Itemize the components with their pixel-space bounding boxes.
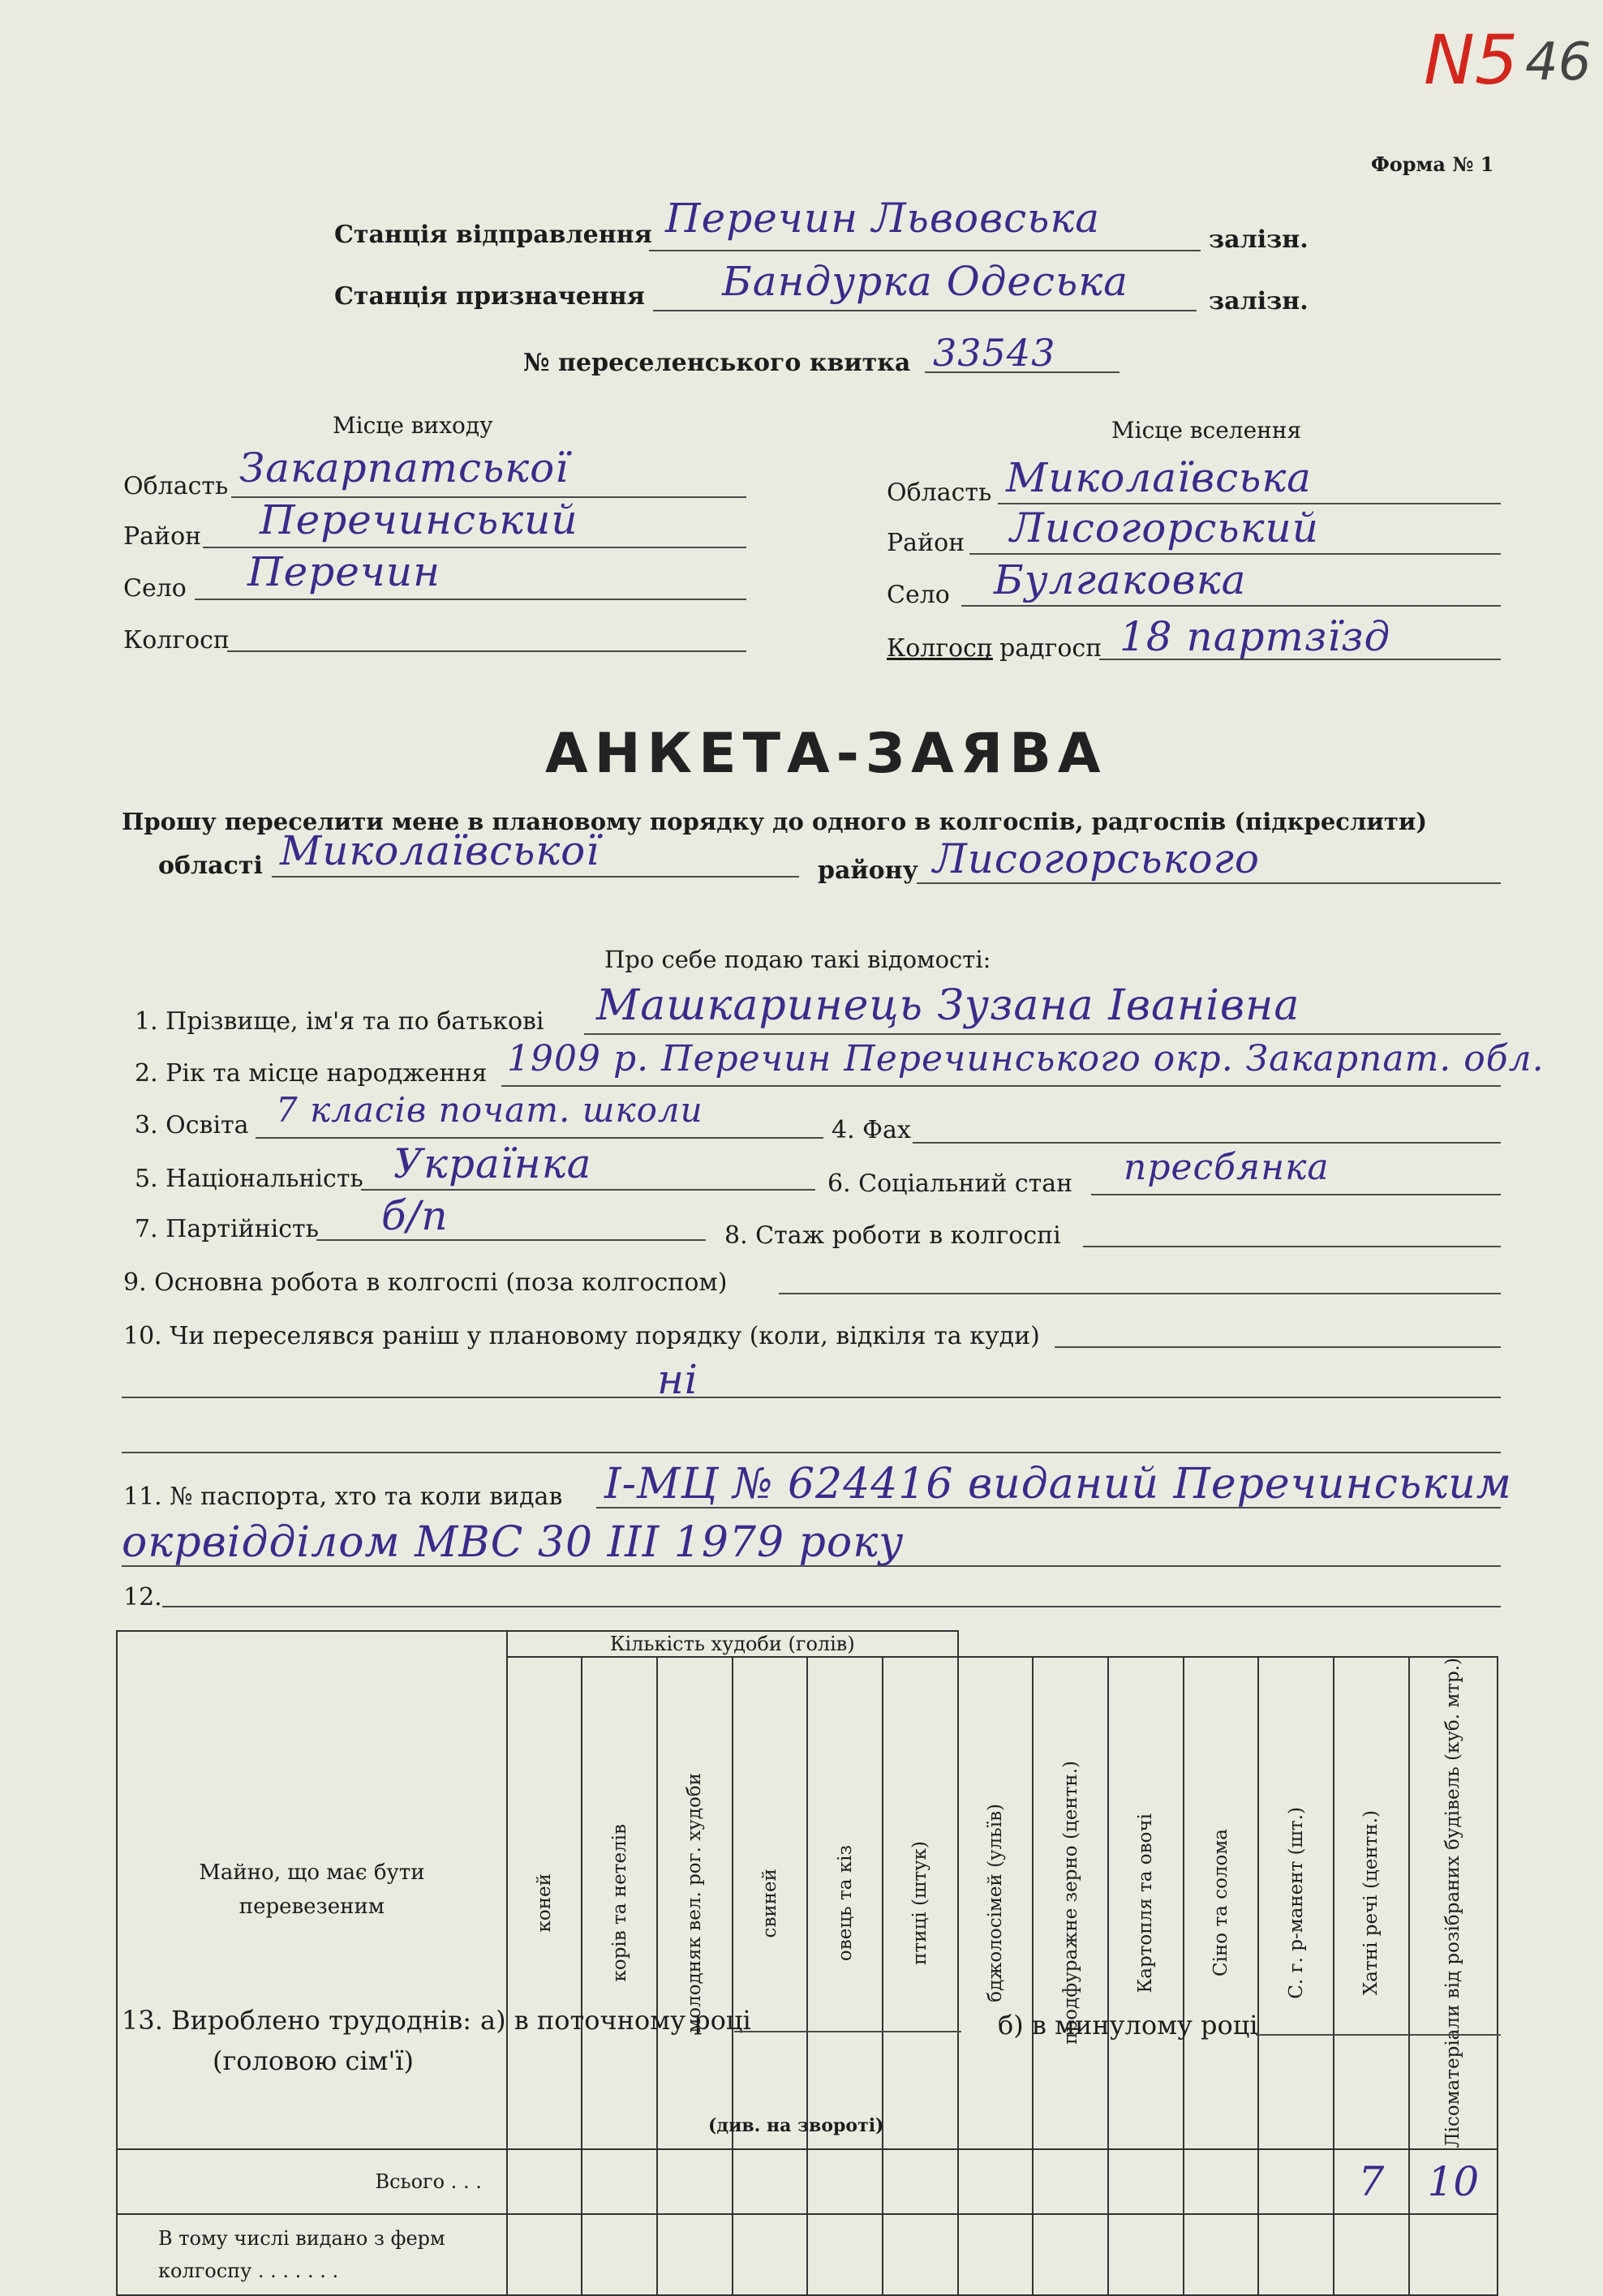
field-6-label: 6. Соціальний стан xyxy=(827,1169,1073,1198)
table-cell xyxy=(733,2149,808,2214)
field-7-line xyxy=(316,1239,706,1241)
table-row-farm xyxy=(117,2214,1498,2295)
field-12-line xyxy=(162,1606,1501,1607)
field-6-value: пресбянка xyxy=(1124,1147,1330,1188)
footer-note: (див. на звороті) xyxy=(708,2115,884,2136)
destination-station-value: Бандурка Одеська xyxy=(722,258,1128,305)
col-header: молодняк вел. рог. худоби xyxy=(684,1773,706,2033)
table-cell xyxy=(582,2149,657,2214)
form-title: АНКЕТА-ЗАЯВА xyxy=(545,722,1107,786)
col-header: Лісоматеріали від розібраних будівель (куб. мтр.) xyxy=(1442,1658,1464,2148)
col-header: корів та нетелів xyxy=(608,1824,630,1982)
archive-number-red: N5 xyxy=(1424,20,1519,100)
field-6-line xyxy=(1091,1194,1501,1195)
departure-selo-value: Перечин xyxy=(247,548,441,595)
cattle-group-header: Кількість худоби (голів) xyxy=(507,1631,958,1657)
table-cell xyxy=(1409,2214,1498,2295)
field-5-value: Українка xyxy=(393,1140,592,1187)
form-number: Форма № 1 xyxy=(1371,152,1494,176)
table-cell xyxy=(582,2214,657,2295)
table-header-row xyxy=(117,1631,1498,1657)
dispatch-station-label: Станція відправлення xyxy=(334,221,652,249)
col-header: Хатні речі (центн.) xyxy=(1360,1810,1382,1996)
workdays-b-label: б) в минулому році xyxy=(998,2010,1258,2041)
departure-title: Місце виходу xyxy=(333,412,493,439)
col-header: бджолосімей (ульїв) xyxy=(985,1803,1007,2002)
table-cell xyxy=(1108,2214,1184,2295)
workdays-a-line xyxy=(734,2031,961,2032)
field-7-label: 7. Партійність xyxy=(135,1215,319,1243)
field-11-label: 11. № паспорта, хто та коли видав xyxy=(123,1483,563,1511)
field-7-value: б/п xyxy=(381,1192,449,1239)
table-cell xyxy=(1258,2149,1334,2214)
field-11-line-1 xyxy=(596,1507,1501,1508)
ticket-number-label: № переселенського квитка xyxy=(523,349,911,377)
field-1-label: 1. Прізвище, ім'я та по батькові xyxy=(135,1007,544,1036)
table-cell: 7 xyxy=(1334,2149,1409,2214)
row-total-label: Всього . . . xyxy=(117,2149,507,2214)
arrival-rayon-line xyxy=(969,553,1501,555)
departure-selo-label: Село xyxy=(123,574,187,603)
col-header: Сіно та солома xyxy=(1210,1829,1232,1977)
arrival-selo-line xyxy=(961,605,1501,607)
table-cell xyxy=(807,2149,883,2214)
table-cell xyxy=(657,2149,733,2214)
field-10-value: ні xyxy=(657,1356,698,1403)
col-header: свиней xyxy=(759,1868,781,1938)
row-farm-label: В тому числі видано з ферм колгоспу . . . . . . . xyxy=(117,2214,507,2295)
arrival-kolhosp-value: 18 партзїзд xyxy=(1120,613,1391,660)
table-cell xyxy=(1033,2149,1108,2214)
arrival-selo-label: Село xyxy=(887,581,950,609)
arrival-title: Місце вселення xyxy=(1111,417,1302,444)
intro-text: Про себе подаю такі відомості: xyxy=(604,946,991,973)
request-oblast-value: Миколаївської xyxy=(280,827,600,874)
arrival-rayon-label: Район xyxy=(887,529,965,557)
departure-kolhosp-line xyxy=(227,650,746,652)
workdays-b-line xyxy=(1256,2034,1501,2036)
dispatch-station-value: Перечин Львовська xyxy=(665,195,1101,242)
departure-oblast-label: Область xyxy=(123,472,229,500)
table-cell xyxy=(1258,2214,1334,2295)
field-11-value-2: окрвідділом МВС 30 ІІІ 1979 року xyxy=(122,1518,905,1567)
departure-rayon-label: Район xyxy=(123,522,202,551)
workdays-label: 13. Вироблено трудоднів: xyxy=(122,2005,471,2036)
arrival-selo-value: Булгаковка xyxy=(994,556,1247,603)
col-header: птиці (штук) xyxy=(909,1840,931,1965)
dispatch-rail-suffix: залізн. xyxy=(1209,225,1309,254)
table-cell xyxy=(1184,2214,1259,2295)
destination-line xyxy=(653,310,1197,311)
table-cell xyxy=(507,2149,582,2214)
table-cell xyxy=(958,2214,1034,2295)
field-11-value-1: І-МЦ № 624416 виданий Перечинським xyxy=(604,1460,1512,1508)
field-3-value: 7 класів почат. школи xyxy=(276,1090,703,1130)
table-cell: 10 xyxy=(1409,2149,1498,2214)
field-4-line xyxy=(913,1142,1501,1144)
request-rayon-label: району xyxy=(818,856,918,885)
departure-selo-line xyxy=(195,599,746,600)
request-rayon-value: Лисогорського xyxy=(933,835,1260,882)
field-3-line xyxy=(256,1137,823,1139)
field-8-label: 8. Стаж роботи в колгоспі xyxy=(724,1221,1061,1250)
field-10-line-b xyxy=(122,1397,1501,1398)
request-oblast-line xyxy=(272,876,799,878)
arrival-kolhosp-line xyxy=(1099,659,1501,660)
field-5-line xyxy=(361,1189,815,1191)
field-10-label: 10. Чи переселявся раніш у плановому порядку (коли, відкіля та куди) xyxy=(123,1322,1040,1350)
field-12-label: 12. xyxy=(123,1583,162,1611)
col-header: овець та кіз xyxy=(834,1844,856,1961)
ticket-line xyxy=(925,371,1120,373)
col-header: Картопля та овочі xyxy=(1135,1813,1157,1993)
arrival-kolhosp-label: Колгосп xyxy=(887,634,993,663)
table-cell xyxy=(1334,2214,1409,2295)
col-header: продфуражне зерно (центн.) xyxy=(1059,1761,1081,2045)
field-9-line xyxy=(779,1293,1501,1294)
field-8-line xyxy=(1083,1246,1501,1247)
workdays-sub: (головою сім'ї) xyxy=(213,2045,414,2076)
field-2-value: 1909 р. Перечин Перечинського окр. Закарпат. обл. xyxy=(507,1038,1545,1079)
field-1-value: Машкаринець Зузана Іванівна xyxy=(596,981,1300,1030)
table-cell xyxy=(657,2214,733,2295)
field-2-line xyxy=(501,1085,1501,1087)
field-10-line-c xyxy=(122,1452,1501,1453)
field-1-line xyxy=(584,1033,1501,1035)
table-cell xyxy=(733,2214,808,2295)
table-cell xyxy=(1108,2149,1184,2214)
property-header: Майно, що має бути перевезеним xyxy=(117,1631,507,2149)
table-cell xyxy=(1033,2214,1108,2295)
table-cell xyxy=(958,2149,1034,2214)
field-5-label: 5. Національність xyxy=(135,1165,363,1193)
ticket-number-value: 33543 xyxy=(933,331,1056,375)
property-table xyxy=(116,1630,1498,2296)
table-cell xyxy=(883,2214,958,2295)
field-10-line-a xyxy=(1055,1346,1501,1348)
field-3-label: 3. Освіта xyxy=(135,1111,249,1139)
table-cell xyxy=(1184,2149,1259,2214)
col-header: С. г. р-манент (шт.) xyxy=(1285,1806,1307,1999)
dispatch-line xyxy=(649,250,1201,251)
departure-oblast-value: Закарпатської xyxy=(239,444,569,491)
archive-number-pencil: 46 xyxy=(1525,32,1592,92)
departure-kolhosp-label: Колгосп xyxy=(123,626,230,654)
arrival-oblast-value: Миколаївська xyxy=(1006,454,1312,501)
field-9-label: 9. Основна робота в колгоспі (поза колгоспом) xyxy=(123,1268,728,1297)
table-row-total xyxy=(117,2149,1498,2214)
request-text: Прошу переселити мене в плановому порядку до одного в колгоспів, радгоспів (підкреслити) xyxy=(122,808,1428,835)
workdays-a-label: а) в поточному році xyxy=(480,2005,751,2036)
destination-station-label: Станція призначення xyxy=(334,282,645,311)
request-rayon-line xyxy=(917,882,1501,884)
arrival-oblast-label: Область xyxy=(887,479,992,507)
table-cell xyxy=(807,2214,883,2295)
arrival-rayon-value: Лисогорський xyxy=(1010,504,1319,551)
table-cell xyxy=(507,2214,582,2295)
request-oblast-label: області xyxy=(158,852,263,880)
field-4-label: 4. Фах xyxy=(832,1116,911,1144)
table-cell xyxy=(883,2149,958,2214)
destination-rail-suffix: залізн. xyxy=(1209,287,1309,315)
arrival-kolhosp-suffix: , радгосп xyxy=(984,634,1102,663)
field-2-label: 2. Рік та місце народження xyxy=(135,1059,488,1088)
departure-rayon-value: Перечинський xyxy=(260,496,578,543)
col-header: коней xyxy=(534,1873,556,1933)
field-11-line-2 xyxy=(122,1565,1501,1567)
